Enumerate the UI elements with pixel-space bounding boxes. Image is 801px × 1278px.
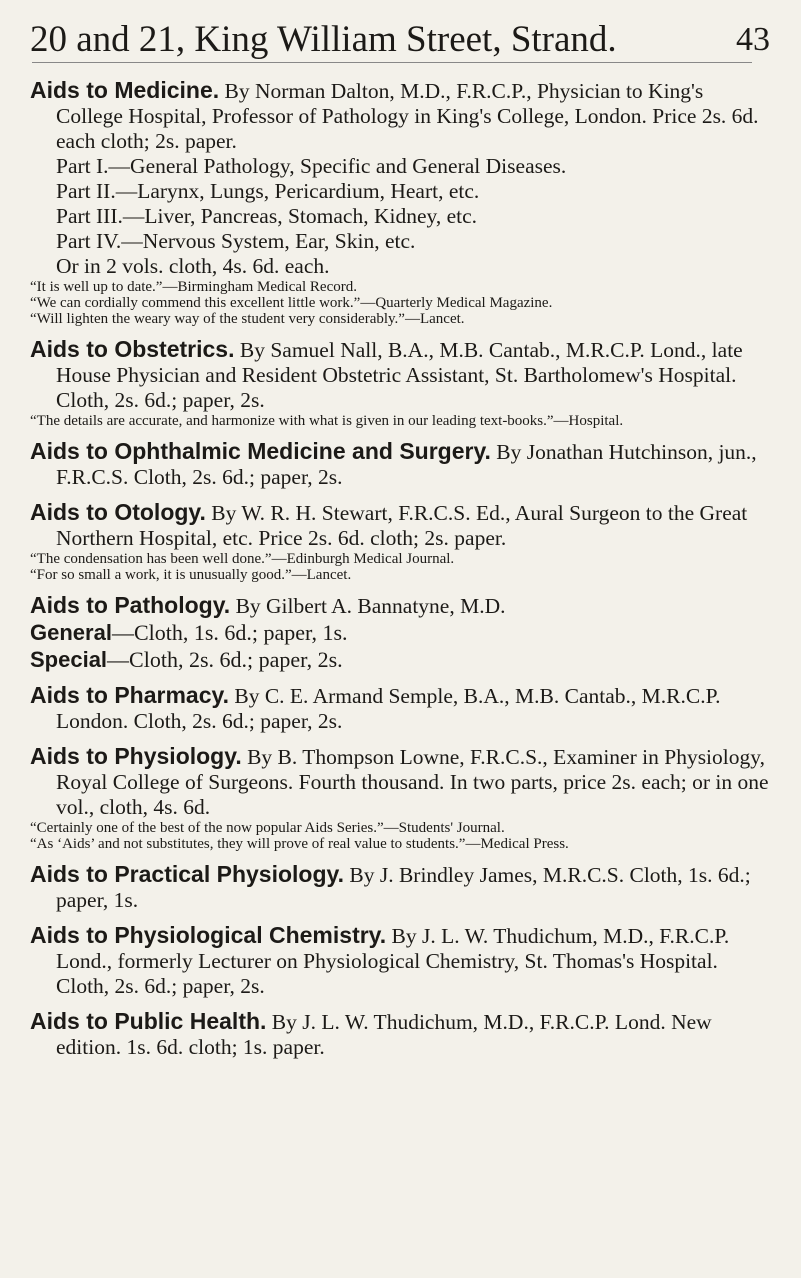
review-quote: “Will lighten the weary way of the student very considerably.”—Lancet.: [30, 311, 465, 327]
entry-title: Aids to Physiological Chemistry.: [30, 922, 387, 948]
entry-obstetrics: [30, 337, 770, 429]
pathology-general: [30, 619, 770, 646]
part-line: Part III.—Liver, Pancreas, Stomach, Kidney, etc.: [56, 204, 478, 228]
entry-physiology: [30, 744, 770, 852]
part-line: Part IV.—Nervous System, Ear, Skin, etc.: [56, 229, 416, 253]
header-rule: [32, 62, 752, 63]
review-quote: “For so small a work, it is unusually good.”—Lancet.: [30, 567, 352, 583]
entry-body: By Jonathan Hutchinson, jun., F.R.C.S. Cloth, 2s. 6d.; paper, 2s.: [56, 440, 757, 489]
page-number: 43: [736, 21, 770, 58]
entry-practical-physiology: [30, 862, 770, 913]
entry-ophthalmic: [30, 439, 770, 490]
entry-body: By B. Thompson Lowne, F.R.C.S., Examiner in Physiology, Royal College of Surgeons. Fourth thousand. In two parts, price 2s. each; or in one vol., cloth, 4s. 6d.: [56, 745, 769, 819]
sub-text: —Cloth, 2s. 6d.; paper, 2s.: [107, 647, 343, 672]
entry-title: Aids to Obstetrics.: [30, 336, 235, 362]
entry-physiological-chemistry: [30, 923, 770, 999]
entry-otology: [30, 500, 770, 583]
entry-body: By J. Brindley James, M.R.C.S. Cloth, 1s. 6d.; paper, 1s.: [56, 863, 751, 912]
entry-pharmacy: [30, 683, 770, 734]
entry-title: Aids to Physiology.: [30, 743, 242, 769]
entry-list: [30, 78, 770, 1070]
entry-body: By J. L. W. Thudichum, M.D., F.R.C.P. Lond., formerly Lecturer on Physiological Chemistry, St. Thomas's Hospital. Cloth, 2s. 6d.; paper, 2s.: [56, 924, 730, 998]
parts-list: [30, 154, 770, 279]
entry-body: By Gilbert A. Bannatyne, M.D.: [235, 594, 506, 618]
entry-pathology: [30, 593, 770, 673]
entry-body: By W. R. H. Stewart, F.R.C.S. Ed., Aural Surgeon to the Great Northern Hospital, etc. Price 2s. 6d. cloth; 2s. paper.: [56, 501, 748, 550]
review-quote: “It is well up to date.”—Birmingham Medical Record.: [30, 279, 357, 295]
entry-body: By J. L. W. Thudichum, M.D., F.R.C.P. Lond. New edition. 1s. 6d. cloth; 1s. paper.: [56, 1010, 712, 1059]
sub-title: General: [30, 620, 112, 645]
review-quote: “The details are accurate, and harmonize with what is given in our leading text-books.”—Hospital.: [30, 413, 624, 429]
entry-title: Aids to Practical Physiology.: [30, 861, 344, 887]
entry-title: Aids to Pharmacy.: [30, 682, 229, 708]
entry-medicine: [30, 78, 770, 327]
sub-title: Special: [30, 647, 108, 672]
sub-text: —Cloth, 1s. 6d.; paper, 1s.: [111, 620, 348, 645]
entry-title: Aids to Ophthalmic Medicine and Surgery.: [30, 438, 491, 464]
entry-body: By Norman Dalton, M.D., F.R.C.P., Physician to King's College Hospital, Professor of Pathology in King's College, London. Price 2s. 6d. each cloth; 2s. paper.: [56, 79, 759, 153]
review-quote: “We can cordially commend this excellent little work.”—Quarterly Medical Magazine.: [30, 295, 553, 311]
running-title: 20 and 21, King William Street, Strand.: [30, 19, 617, 60]
part-line: Part I.—General Pathology, Specific and General Diseases.: [56, 154, 567, 178]
entry-body: By C. E. Armand Semple, B.A., M.B. Cantab., M.R.C.P. London. Cloth, 2s. 6d.; paper, 2s.: [56, 684, 721, 733]
review-quote: “Certainly one of the best of the now popular Aids Series.”—Students' Journal.: [30, 820, 505, 836]
entry-title: Aids to Public Health.: [30, 1008, 267, 1034]
entry-title: Aids to Otology.: [30, 499, 206, 525]
entry-public-health: [30, 1009, 770, 1060]
review-quote: “As ‘Aids’ and not substitutes, they will prove of real value to students.”—Medical Press.: [30, 836, 569, 852]
part-line: Or in 2 vols. cloth, 4s. 6d. each.: [56, 254, 330, 278]
entry-title: Aids to Pathology.: [30, 592, 231, 618]
pathology-special: [30, 646, 770, 673]
part-line: Part II.—Larynx, Lungs, Pericardium, Heart, etc.: [56, 179, 480, 203]
entry-title: Aids to Medicine.: [30, 77, 220, 103]
review-quote: “The condensation has been well done.”—Edinburgh Medical Journal.: [30, 551, 455, 567]
entry-body: By Samuel Nall, B.A., M.B. Cantab., M.R.C.P. Lond., late House Physician and Resident Obstetric Assistant, St. Bartholomew's Hospital. Cloth, 2s. 6d.; paper, 2s.: [56, 338, 743, 412]
